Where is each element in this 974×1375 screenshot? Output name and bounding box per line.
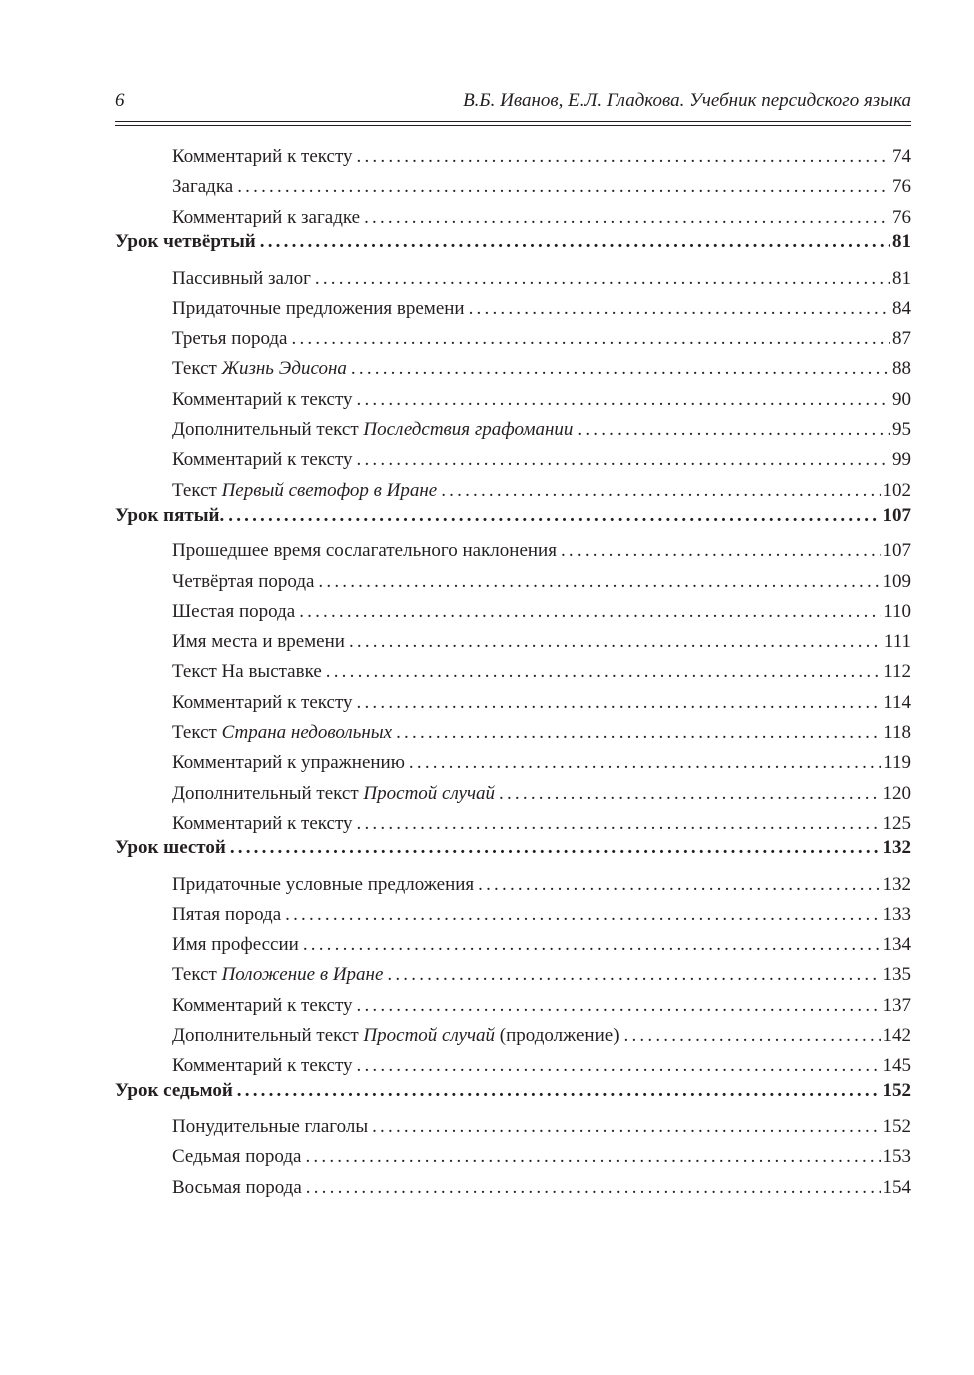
toc-entry xyxy=(172,1024,911,1048)
toc-entry-title-text: Комментарий к тексту xyxy=(172,146,353,167)
toc-entry xyxy=(172,691,911,715)
toc-dot-leader xyxy=(305,1145,880,1169)
toc-page-number: 152 xyxy=(882,1080,911,1101)
toc-entry xyxy=(172,1054,911,1078)
toc-entry-title xyxy=(172,570,314,594)
toc-entry xyxy=(172,751,911,775)
toc-page-number: 142 xyxy=(882,1025,911,1046)
toc-entry-title xyxy=(172,1176,302,1200)
toc-entry-title-text: Текст xyxy=(172,358,222,379)
toc-page-number: 76 xyxy=(892,176,911,197)
toc-entry xyxy=(172,145,911,169)
toc-entry xyxy=(172,175,911,199)
header-double-rule xyxy=(115,121,911,126)
toc-lesson-entry xyxy=(115,1079,911,1103)
toc-entry-title-text: Комментарий к тексту xyxy=(172,813,353,834)
toc-page-number: 81 xyxy=(892,268,911,289)
toc-entry-title-text: Урок шестой xyxy=(115,837,226,858)
toc-page-number: 99 xyxy=(892,449,911,470)
toc-dot-leader xyxy=(230,836,881,860)
toc-entry-title-text: Комментарий к загадке xyxy=(172,207,361,228)
toc-entry-title-text: Комментарий к тексту xyxy=(172,995,353,1016)
toc-entry xyxy=(172,297,911,321)
toc-entry xyxy=(172,630,911,654)
toc-entry xyxy=(172,267,911,291)
toc-lesson-entry xyxy=(115,230,911,254)
toc-page-number: 133 xyxy=(882,904,911,925)
toc-dot-leader xyxy=(237,1079,881,1103)
toc-dot-leader xyxy=(577,418,890,442)
toc-entry-title xyxy=(172,812,353,836)
toc-dot-leader xyxy=(228,504,880,528)
toc-entry-title xyxy=(172,1115,368,1139)
toc-page-number: 119 xyxy=(883,752,911,773)
toc-page-number: 112 xyxy=(883,661,911,682)
toc-page-number: 95 xyxy=(892,419,911,440)
toc-entry-suffix: (продолжение) xyxy=(495,1025,620,1046)
toc-entry-title-text: Восьмая порода xyxy=(172,1177,302,1198)
toc-entry-italic-title: Последствия графомании xyxy=(363,419,574,440)
toc-entry-title xyxy=(172,1024,620,1048)
toc-entry-title-text: Текст xyxy=(172,722,222,743)
running-title: В.Б. Иванов, Е.Л. Гладкова. Учебник персидского языка xyxy=(463,90,911,111)
toc-dot-leader xyxy=(357,994,881,1018)
page-number: 6 xyxy=(115,90,125,111)
toc-entry-title xyxy=(172,1145,301,1169)
toc-page-number: 118 xyxy=(883,722,911,743)
toc-dot-leader xyxy=(260,230,890,254)
toc-dot-leader xyxy=(357,388,890,412)
toc-entry-title xyxy=(172,388,353,412)
toc-lesson-entry xyxy=(115,504,911,528)
toc-entry-italic-title: Страна недовольных xyxy=(221,722,393,743)
toc-page-number: 81 xyxy=(892,231,911,252)
toc-entry xyxy=(172,1145,911,1169)
toc-entry-title xyxy=(172,1054,353,1078)
toc-entry-title xyxy=(172,660,322,684)
toc-entry-title-text: Комментарий к тексту xyxy=(172,1055,353,1076)
toc-entry-title xyxy=(172,994,353,1018)
toc-entry-title xyxy=(172,903,281,927)
toc-entry xyxy=(172,721,911,745)
toc-page-number: 152 xyxy=(882,1116,911,1137)
toc-entry xyxy=(172,600,911,624)
toc-entry-title-text: Дополнительный текст xyxy=(172,1025,364,1046)
toc-entry-title-text: Придаточные предложения времени xyxy=(172,298,465,319)
toc-dot-leader xyxy=(351,357,890,381)
toc-entry-title-text: Текст На выставке xyxy=(172,661,322,682)
toc-page-number: 87 xyxy=(892,328,911,349)
toc-entry-title xyxy=(115,1079,233,1103)
toc-page-number: 102 xyxy=(882,480,911,501)
toc-entry-italic-title: Первый светофор в Иране xyxy=(221,480,438,501)
toc-entry-title xyxy=(172,175,233,199)
toc-entry-title-text: Дополнительный текст xyxy=(172,419,364,440)
toc-entry xyxy=(172,206,911,230)
toc-entry-title xyxy=(172,721,392,745)
toc-page-number: 110 xyxy=(883,601,911,622)
toc-entry-title-text: Урок пятый. xyxy=(115,505,225,526)
toc-dot-leader xyxy=(478,873,880,897)
toc-entry-title-text: Загадка xyxy=(172,176,234,197)
toc-dot-leader xyxy=(409,751,881,775)
toc-entry-title-text: Пассивный залог xyxy=(172,268,311,289)
toc-page-number: 107 xyxy=(882,540,911,561)
toc-dot-leader xyxy=(315,267,890,291)
toc-entry-title-text: Придаточные условные предложения xyxy=(172,874,475,895)
toc-dot-leader xyxy=(561,539,881,563)
toc-page-number: 76 xyxy=(892,207,911,228)
toc-entry-title xyxy=(115,230,256,254)
toc-page-number: 125 xyxy=(882,813,911,834)
toc-entry-title xyxy=(172,297,465,321)
toc-entry xyxy=(172,327,911,351)
toc-entry-title-text: Седьмая порода xyxy=(172,1146,302,1167)
toc-dot-leader xyxy=(326,660,881,684)
toc-entry-title xyxy=(172,418,573,442)
toc-entry xyxy=(172,388,911,412)
toc-dot-leader xyxy=(306,1176,881,1200)
toc-entry-title xyxy=(172,267,311,291)
toc-entry-title-text: Четвёртая порода xyxy=(172,571,315,592)
toc-page-number: 135 xyxy=(882,964,911,985)
toc-entry-title xyxy=(172,691,353,715)
toc-entry-title-text: Дополнительный текст xyxy=(172,783,364,804)
toc-page-number: 109 xyxy=(882,571,911,592)
toc-entry-title xyxy=(172,479,437,503)
toc-dot-leader xyxy=(357,1054,881,1078)
toc-dot-leader xyxy=(624,1024,881,1048)
toc-page-number: 145 xyxy=(882,1055,911,1076)
toc-page-number: 114 xyxy=(883,692,911,713)
toc-dot-leader xyxy=(285,903,880,927)
toc-entry-title xyxy=(115,836,226,860)
toc-dot-leader xyxy=(387,963,880,987)
toc-entry-title xyxy=(172,327,288,351)
toc-dot-leader xyxy=(469,297,890,321)
toc-dot-leader xyxy=(396,721,881,745)
toc-page-number: 90 xyxy=(892,389,911,410)
toc-entry-title-text: Комментарий к тексту xyxy=(172,692,353,713)
toc-entry xyxy=(172,418,911,442)
toc-lesson-entry xyxy=(115,836,911,860)
toc-entry-title-text: Комментарий к упражнению xyxy=(172,752,405,773)
toc-entry-title-text: Урок седьмой xyxy=(115,1080,233,1101)
toc-entry-italic-title: Простой случай xyxy=(363,783,496,804)
toc-page-number: 153 xyxy=(882,1146,911,1167)
toc-page-number: 111 xyxy=(883,631,911,652)
toc-entry xyxy=(172,660,911,684)
toc-entry-title xyxy=(172,963,383,987)
toc-entry xyxy=(172,570,911,594)
toc-entry-title-text: Урок четвёртый xyxy=(115,231,256,252)
toc-entry-title-text: Третья порода xyxy=(172,328,288,349)
toc-page-number: 107 xyxy=(882,505,911,526)
toc-entry-title xyxy=(172,873,474,897)
toc-entry xyxy=(172,539,911,563)
toc-entry-title xyxy=(115,504,224,528)
toc-dot-leader xyxy=(357,448,890,472)
toc-dot-leader xyxy=(349,630,882,654)
toc-entry-title xyxy=(172,357,347,381)
toc-entry xyxy=(172,994,911,1018)
toc-page-number: 120 xyxy=(882,783,911,804)
toc-entry-title xyxy=(172,600,295,624)
toc-entry xyxy=(172,782,911,806)
toc-entry-title xyxy=(172,145,353,169)
toc-entry-title-text: Имя места и времени xyxy=(172,631,345,652)
toc-page-number: 154 xyxy=(882,1177,911,1198)
toc-entry-title-text: Текст xyxy=(172,964,222,985)
toc-page-number: 132 xyxy=(882,837,911,858)
toc-entry xyxy=(172,448,911,472)
toc-entry xyxy=(172,812,911,836)
toc-entry-italic-title: Простой случай xyxy=(363,1025,496,1046)
toc-entry-title-text: Прошедшее время сослагательного наклонения xyxy=(172,540,557,561)
toc-dot-leader xyxy=(237,175,890,199)
toc-dot-leader xyxy=(318,570,880,594)
toc-entry-title-text: Шестая порода xyxy=(172,601,296,622)
toc-entry-title-text: Имя профессии xyxy=(172,934,299,955)
toc-entry xyxy=(172,873,911,897)
toc-dot-leader xyxy=(299,600,881,624)
toc-entry xyxy=(172,903,911,927)
toc-entry-title-text: Комментарий к тексту xyxy=(172,389,353,410)
toc-entry xyxy=(172,1115,911,1139)
toc-page-number: 137 xyxy=(882,995,911,1016)
toc-dot-leader xyxy=(372,1115,880,1139)
toc-entry-title-text: Комментарий к тексту xyxy=(172,449,353,470)
toc-dot-leader xyxy=(357,691,882,715)
toc-entry xyxy=(172,1176,911,1200)
toc-page-number: 132 xyxy=(882,874,911,895)
toc-dot-leader xyxy=(441,479,880,503)
toc-entry-title xyxy=(172,206,360,230)
toc-page-number: 88 xyxy=(892,358,911,379)
toc-entry-title xyxy=(172,751,405,775)
toc-entry-title xyxy=(172,630,345,654)
toc-dot-leader xyxy=(292,327,891,351)
toc-dot-leader xyxy=(499,782,880,806)
toc-page-number: 134 xyxy=(882,934,911,955)
toc-entry-title xyxy=(172,782,495,806)
page-header xyxy=(115,88,911,122)
toc-entry-italic-title: Жизнь Эдисона xyxy=(221,358,347,379)
toc-dot-leader xyxy=(364,206,890,230)
toc-entry-title-text: Пятая порода xyxy=(172,904,282,925)
toc-page-number: 84 xyxy=(892,298,911,319)
toc-entry-title-text: Понудительные глаголы xyxy=(172,1116,369,1137)
toc-entry xyxy=(172,357,911,381)
toc-entry-title-text: Текст xyxy=(172,480,222,501)
toc-page-number: 74 xyxy=(892,146,911,167)
toc-dot-leader xyxy=(357,812,881,836)
toc-entry-title xyxy=(172,539,557,563)
toc-dot-leader xyxy=(303,933,881,957)
toc-entry-title xyxy=(172,933,299,957)
toc-dot-leader xyxy=(357,145,890,169)
toc-entry xyxy=(172,479,911,503)
toc-entry xyxy=(172,933,911,957)
toc-entry-italic-title: Положение в Иране xyxy=(221,964,384,985)
toc-entry xyxy=(172,963,911,987)
toc-entry-title xyxy=(172,448,353,472)
